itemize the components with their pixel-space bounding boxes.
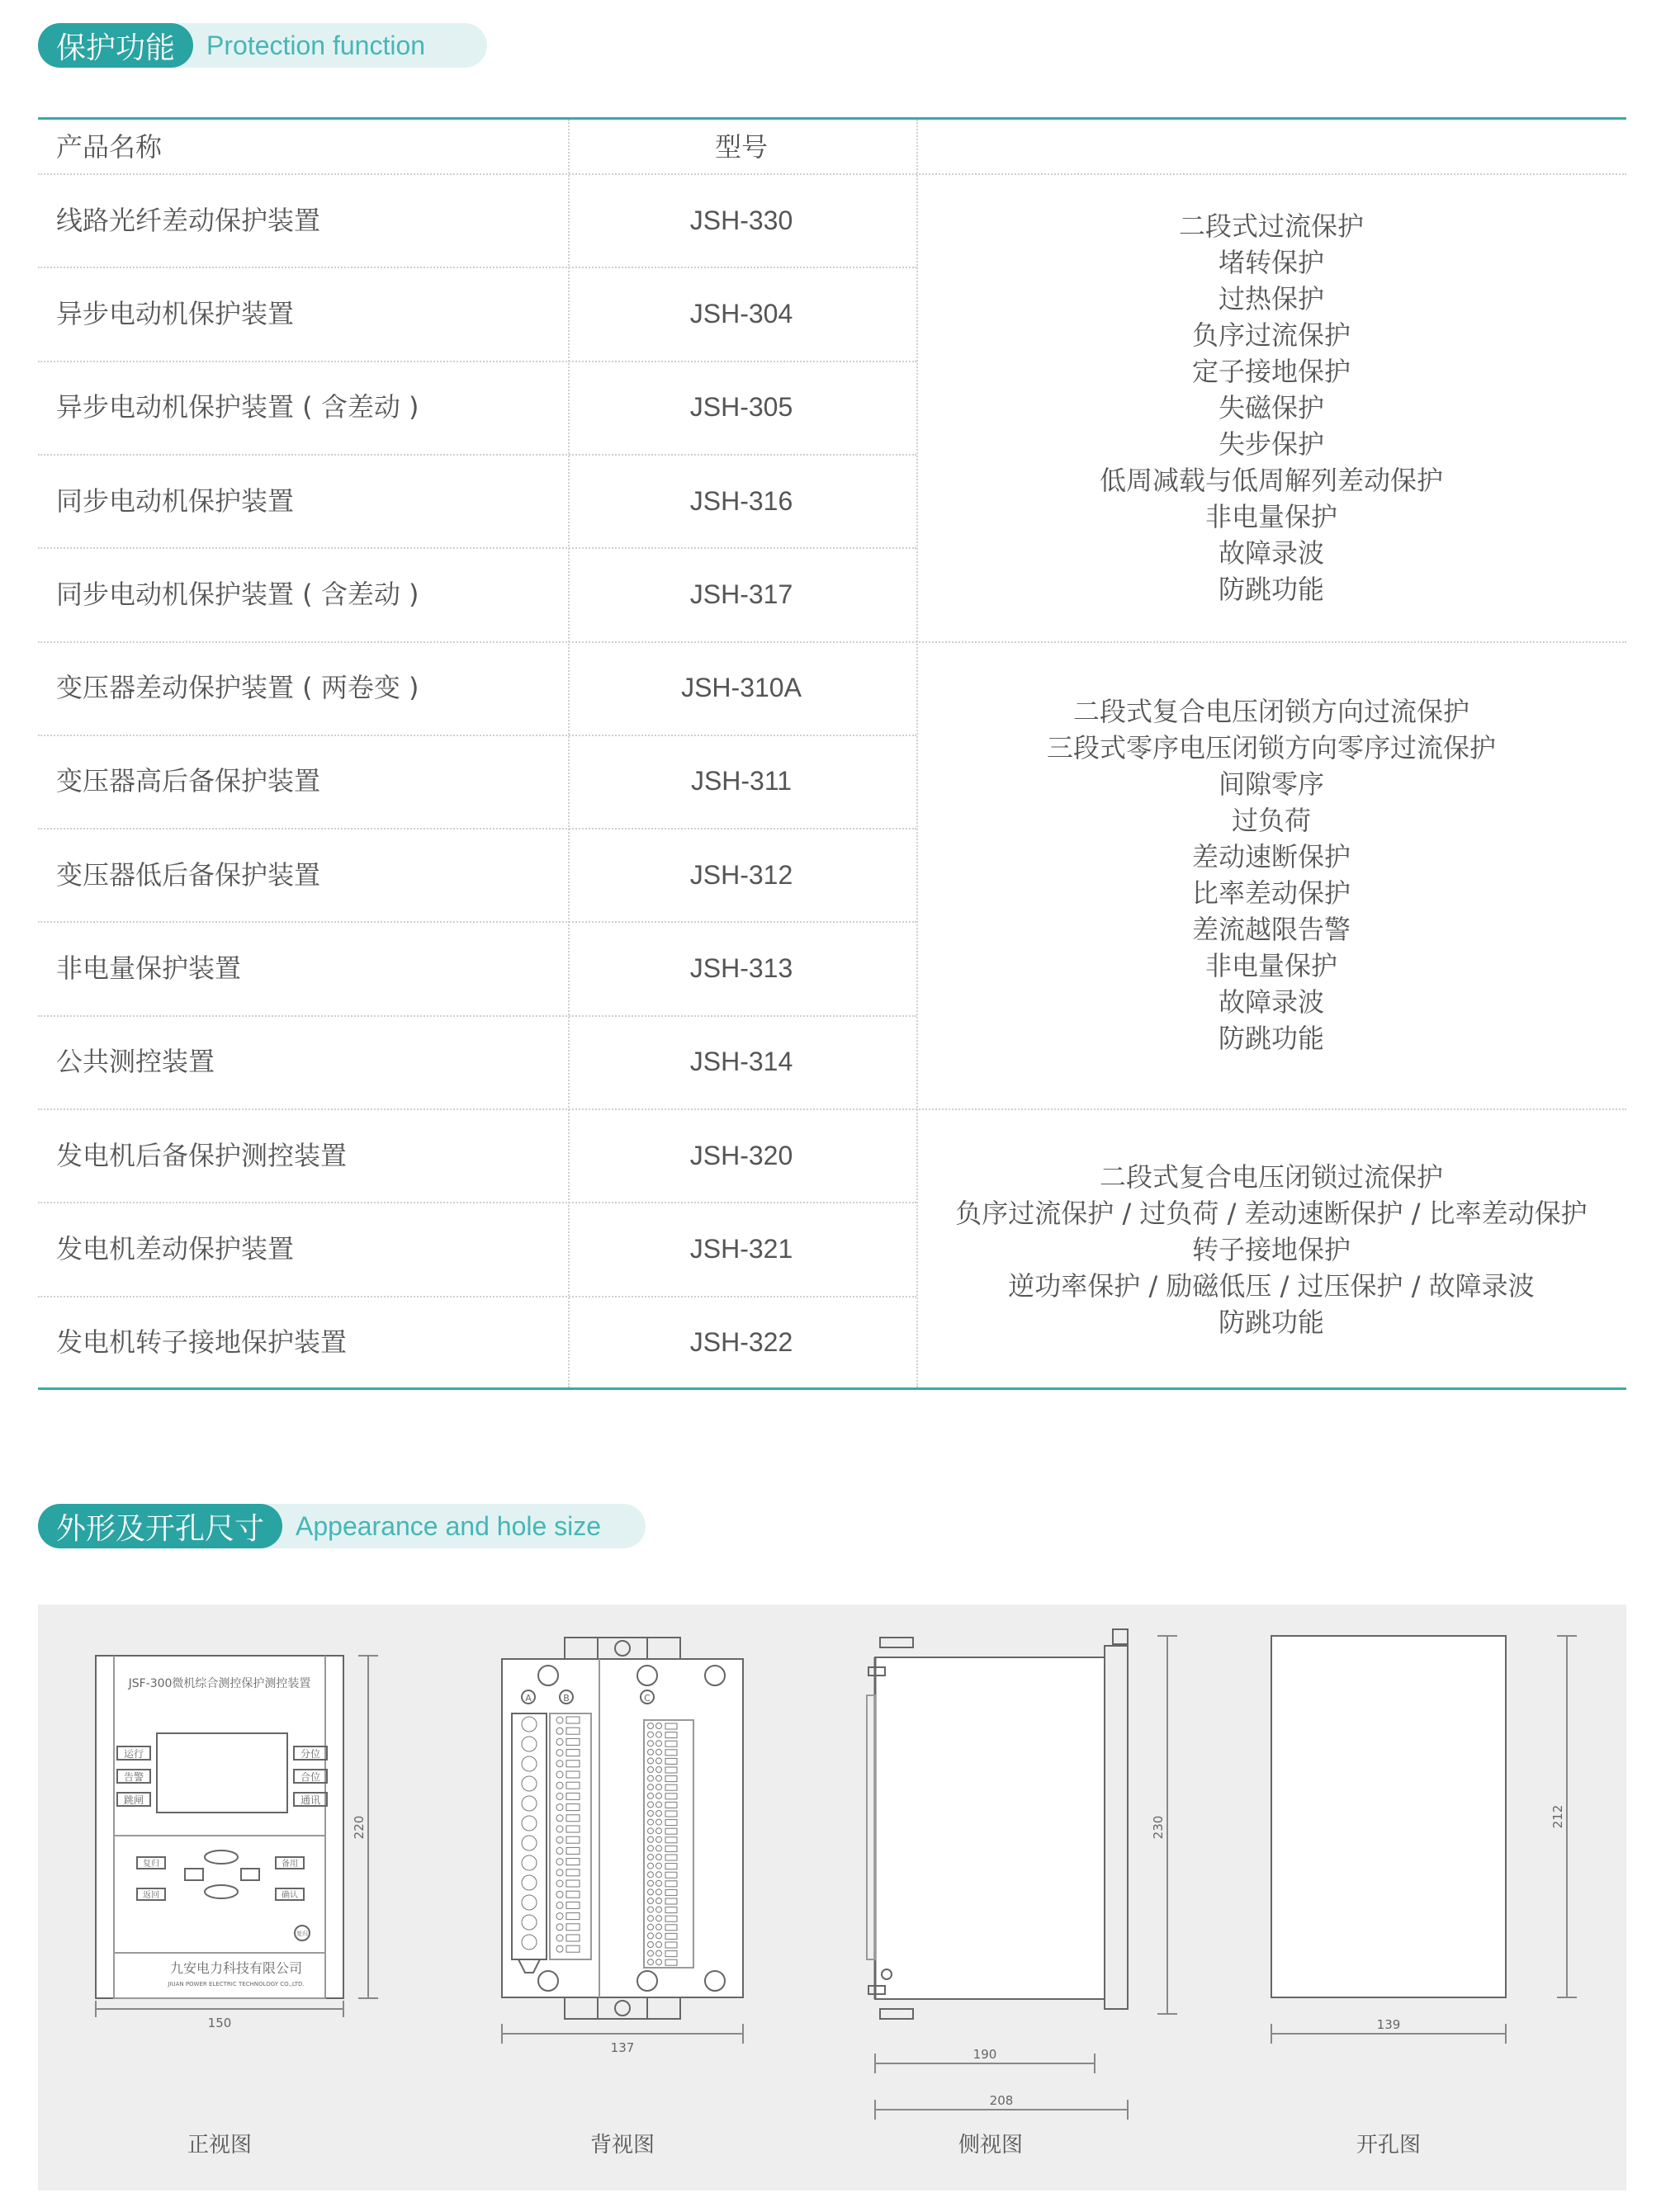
function-item: 低周减载与低周解列差动保护 (1099, 465, 1443, 496)
row-divider (38, 641, 1626, 643)
section-title-en: Appearance and hole size (296, 1510, 602, 1541)
led-label: 通讯 (300, 1794, 321, 1806)
product-name-cell: 变压器差动保护装置 ( 两卷变 ) (56, 672, 419, 704)
function-item: 三段式零序电压闭锁方向零序过流保护 (1046, 732, 1496, 763)
function-item: 失步保护 (1218, 428, 1324, 460)
product-name-cell: 变压器高后备保护装置 (56, 765, 321, 797)
model-cell: JSH-311 (690, 766, 793, 796)
key-label: 复归 (143, 1860, 159, 1869)
function-item: 过负荷 (1231, 805, 1311, 836)
function-group-transformer (916, 693, 1626, 1056)
drawings-panel (38, 1605, 1626, 2191)
table-top-rule (38, 117, 1626, 120)
side-view-drawing (867, 1629, 1177, 2120)
model-cell: JSH-321 (689, 1233, 793, 1264)
row-divider (38, 1202, 916, 1203)
function-item: 防跳功能 (1218, 1307, 1324, 1338)
function-item: 二段式复合电压闭锁方向过流保护 (1072, 696, 1469, 727)
product-name-cell: 同步电动机保护装置 ( 含差动 ) (56, 578, 419, 610)
device-title: JSF-300微机综合测控保护测控装置 (128, 1677, 311, 1690)
section-title-zh: 外形及开孔尺寸 (38, 1504, 282, 1548)
product-name-cell: 发电机差动保护装置 (56, 1232, 295, 1264)
row-divider (38, 454, 916, 456)
model-cell: JSH-314 (689, 1047, 793, 1077)
cutout-view-drawing (1271, 1636, 1577, 2044)
function-item: 堵转保护 (1218, 247, 1324, 278)
model-cell: JSH-305 (689, 392, 793, 423)
row-divider (38, 921, 916, 923)
back-view-drawing (502, 1638, 743, 2044)
function-item: 二段式过流保护 (1178, 210, 1364, 242)
caption-back-view: 背视图 (589, 2133, 655, 2158)
function-group-motor (916, 208, 1626, 607)
section-title-appearance (38, 1504, 646, 1548)
function-item: 负序过流保护 (1191, 319, 1351, 351)
function-item: 差流越限告警 (1191, 914, 1351, 945)
led-label: 告警 (123, 1771, 144, 1783)
product-name-cell: 同步电动机保护装置 (56, 484, 295, 517)
product-name-cell: 发电机转子接地保护装置 (56, 1326, 348, 1359)
function-item: 比率差动保护 (1191, 877, 1351, 909)
function-item: 失磁保护 (1218, 392, 1324, 423)
led-label: 分位 (300, 1748, 321, 1760)
function-item: 差动速断保护 (1191, 841, 1351, 872)
front-height-dim: 220 (352, 1815, 367, 1840)
row-divider (38, 361, 916, 362)
function-item: 转子接地保护 (1191, 1234, 1351, 1265)
row-divider (38, 547, 916, 549)
row-divider (38, 1015, 916, 1017)
key-label: 返回 (143, 1891, 159, 1900)
company-name-zh: 九安电力科技有限公司 (169, 1960, 303, 1976)
function-item: 逆功率保护 / 励磁低压 / 过压保护 / 故障录波 (1008, 1270, 1535, 1302)
section-title-zh: 保护功能 (38, 23, 193, 68)
section-title-protection (38, 23, 487, 68)
header-model: 型号 (714, 131, 768, 163)
product-name-cell: 非电量保护装置 (56, 952, 242, 985)
key-label: 备用 (282, 1860, 298, 1869)
function-item: 故障录波 (1218, 537, 1324, 569)
model-cell: JSH-313 (689, 953, 793, 984)
row-divider (38, 1296, 916, 1297)
led-label: 运行 (123, 1748, 144, 1760)
product-name-cell: 公共测控装置 (56, 1046, 215, 1078)
led-label: 跳闸 (123, 1794, 144, 1806)
terminal-letter: B (563, 1693, 570, 1704)
function-item: 二段式复合电压闭锁过流保护 (1099, 1161, 1443, 1193)
back-width-dim: 137 (610, 2040, 635, 2055)
side-total-dim: 208 (989, 2093, 1014, 2108)
drawings-svg (38, 1605, 1626, 2191)
row-divider (38, 735, 916, 736)
section-title-en: Protection function (206, 30, 426, 60)
model-cell: JSH-320 (689, 1140, 793, 1170)
model-cell: JSH-316 (689, 485, 793, 516)
function-group-generator (916, 1159, 1626, 1340)
function-item: 非电量保护 (1204, 501, 1337, 532)
model-cell: JSH-330 (689, 205, 793, 235)
function-item: 间隙零序 (1218, 768, 1324, 800)
led-label: 合位 (300, 1771, 321, 1783)
side-height-dim: 230 (1151, 1815, 1166, 1840)
caption-cutout-view: 开孔图 (1356, 2133, 1421, 2158)
row-divider (38, 267, 916, 268)
caption-side-view: 侧视图 (958, 2133, 1023, 2158)
header-divider (38, 173, 1626, 175)
function-item: 定子接地保护 (1191, 356, 1351, 387)
terminal-letter: C (644, 1693, 651, 1704)
company-name-en: JIUAN POWER ELECTRIC TECHNOLOGY CO.,LTD. (168, 1981, 305, 1987)
terminal-letter: A (525, 1693, 532, 1704)
product-name-cell: 异步电动机保护装置 ( 含差动 ) (56, 391, 419, 423)
cutout-height-dim: 212 (1550, 1804, 1565, 1829)
model-cell: JSH-310A (681, 673, 802, 703)
header-product-name: 产品名称 (56, 131, 163, 163)
model-cell: JSH-312 (689, 859, 793, 890)
function-item: 负序过流保护 / 过负荷 / 差动速断保护 / 比率差动保护 (955, 1198, 1588, 1229)
table-bottom-rule (38, 1387, 1626, 1390)
function-item: 防跳功能 (1218, 574, 1324, 605)
front-width-dim: 150 (207, 2016, 232, 2030)
row-divider (38, 1108, 1626, 1110)
key-label: 确认 (282, 1891, 298, 1900)
model-cell: JSH-304 (689, 298, 793, 328)
product-name-cell: 发电机后备保护测控装置 (56, 1139, 348, 1171)
function-item: 非电量保护 (1204, 950, 1337, 981)
model-cell: JSH-322 (689, 1327, 793, 1358)
product-name-cell: 异步电动机保护装置 (56, 297, 295, 329)
row-divider (38, 828, 916, 830)
product-name-cell: 变压器低后备保护装置 (56, 858, 321, 891)
caption-front-view: 正视图 (187, 2133, 252, 2158)
cutout-width-dim: 139 (1376, 2017, 1401, 2032)
product-name-cell: 线路光纤差动保护装置 (56, 204, 321, 236)
side-depth-dim: 190 (972, 2047, 997, 2062)
function-item: 过热保护 (1218, 283, 1324, 314)
function-item: 故障录波 (1218, 986, 1324, 1018)
function-item: 防跳功能 (1218, 1023, 1324, 1054)
model-cell: JSH-317 (689, 579, 793, 609)
reset-label: 复归 (296, 1931, 308, 1937)
